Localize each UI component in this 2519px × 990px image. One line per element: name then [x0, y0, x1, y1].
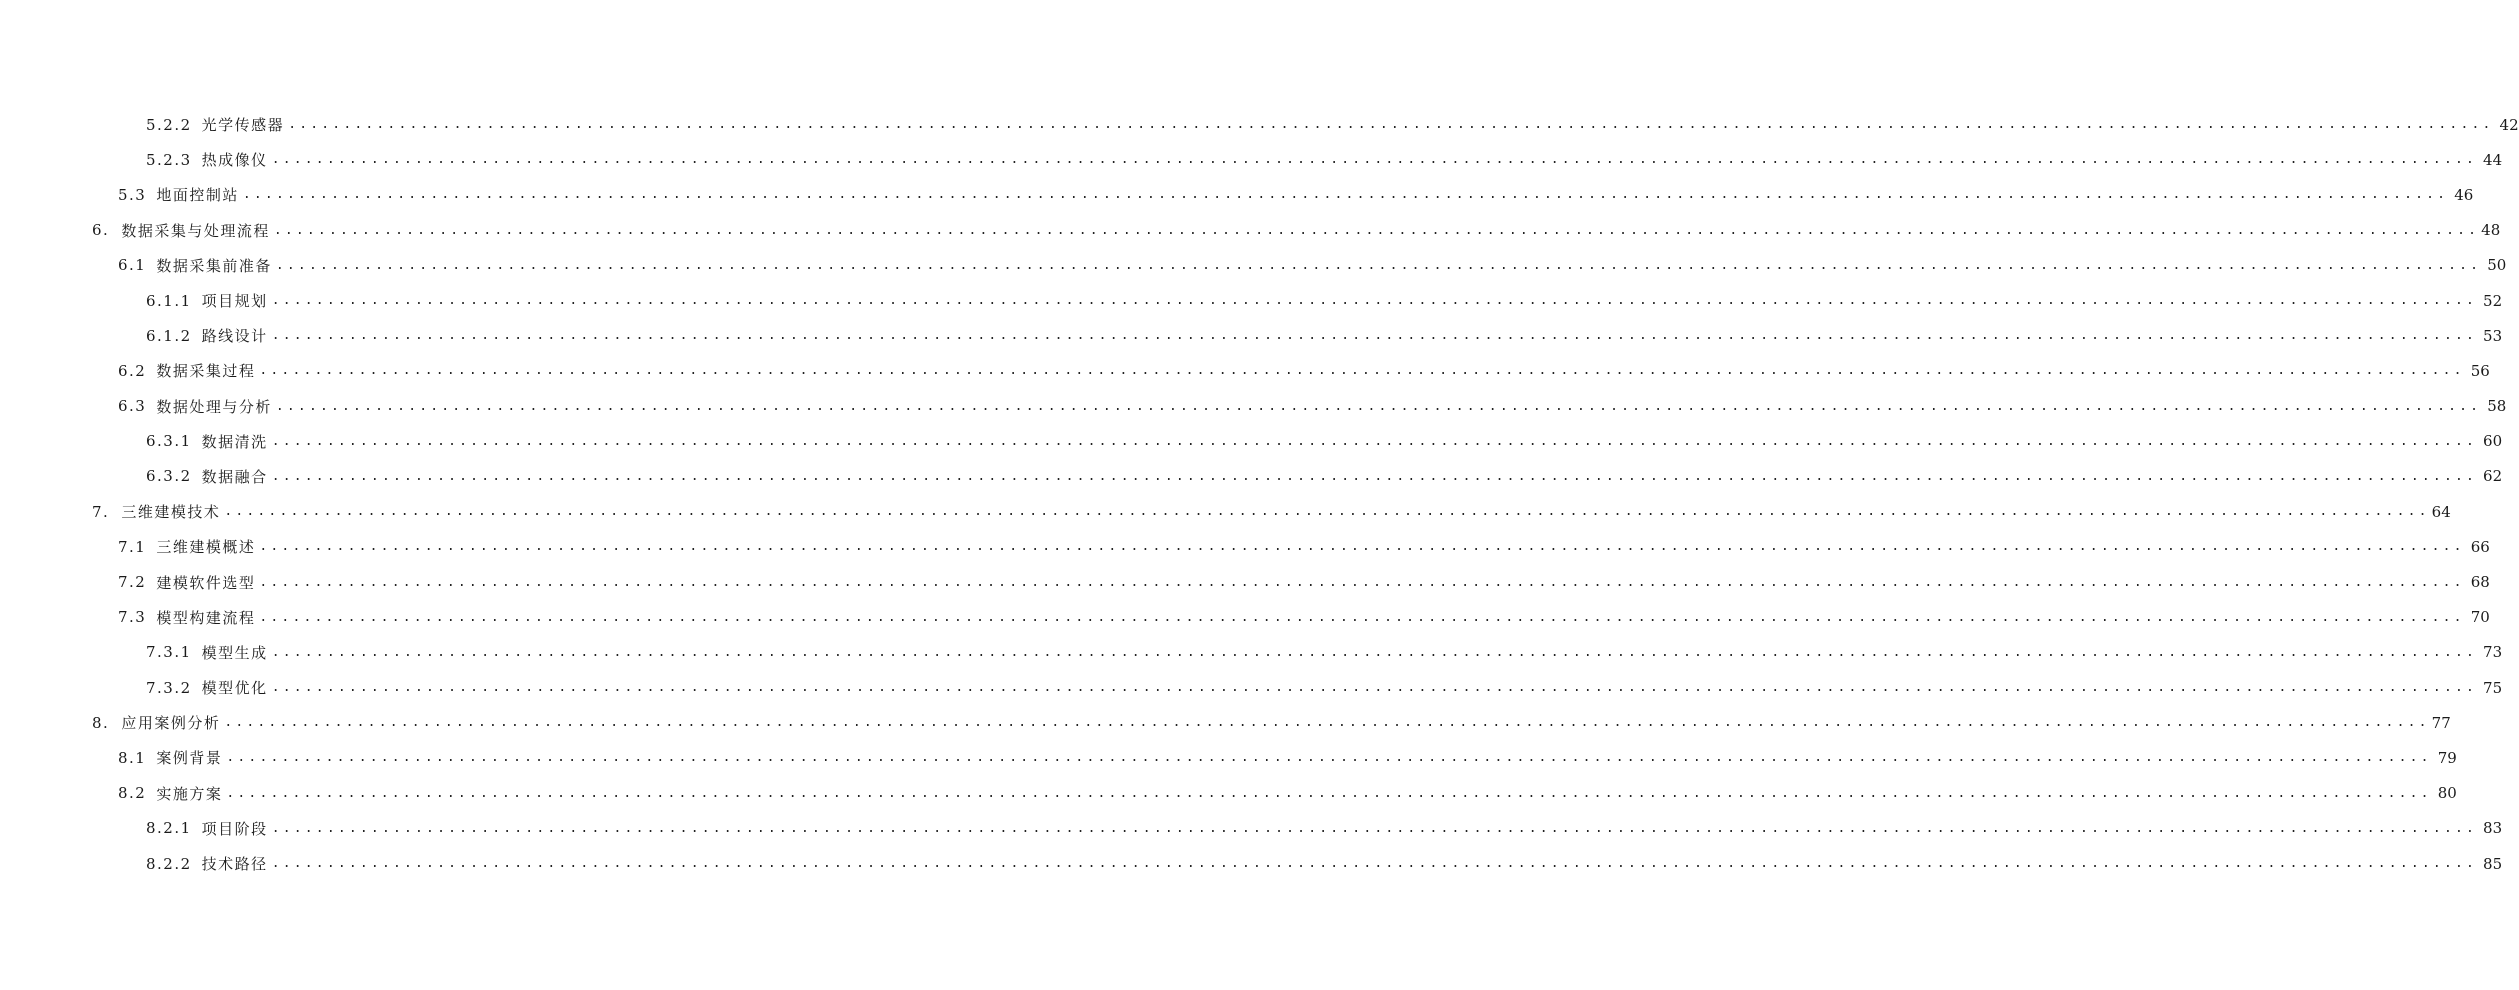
- toc-entry-number: 7.3: [118, 608, 147, 627]
- toc-entry-number: 8.2: [118, 784, 147, 803]
- toc-entry-page: 60: [2483, 432, 2503, 451]
- dot-leader: ........................................................................................................................................................................................................: [226, 750, 2432, 766]
- toc-entry-title: 数据处理与分析: [156, 397, 272, 416]
- toc-entry-page: 42: [2499, 115, 2519, 134]
- toc-entry[interactable]: [0, 459, 2503, 494]
- dot-leader: ........................................................................................................................................................................................................: [271, 328, 2478, 344]
- toc-entry-page: 75: [2483, 678, 2503, 697]
- toc-entry-page: 73: [2483, 643, 2503, 662]
- dot-leader: ........................................................................................................................................................................................................: [259, 574, 2465, 590]
- toc-entry-title: 应用案例分析: [121, 714, 221, 733]
- dot-leader: ........................................................................................................................................................................................................: [271, 468, 2478, 484]
- dot-leader: ........................................................................................................................................................................................................: [226, 785, 2432, 801]
- toc-entry-title: 模型生成: [201, 643, 268, 662]
- toc-entry-number: 8.1: [118, 748, 147, 767]
- toc-entry[interactable]: [0, 529, 2490, 564]
- toc-entry-page: 56: [2470, 361, 2490, 380]
- toc-entry-number: 6.1.2: [146, 326, 192, 345]
- toc-entry-page: 46: [2454, 185, 2474, 204]
- toc-entry[interactable]: [0, 248, 2507, 283]
- toc-entry-title: 案例背景: [156, 749, 223, 768]
- dot-leader: ........................................................................................................................................................................................................: [242, 187, 2449, 203]
- toc-entry-title: 建模软件选型: [156, 573, 256, 592]
- toc-entry-page: 70: [2470, 608, 2490, 627]
- dot-leader: ........................................................................................................................................................................................................: [271, 433, 2478, 449]
- toc-entry-number: 5.2.3: [146, 150, 192, 169]
- toc-entry-number: 8.: [92, 713, 110, 732]
- dot-leader: ........................................................................................................................................................................................................: [273, 222, 2480, 238]
- toc-entry-page: 77: [2431, 713, 2451, 732]
- toc-entry[interactable]: [0, 389, 2507, 424]
- dot-leader: ........................................................................................................................................................................................................: [271, 644, 2478, 660]
- toc-entry[interactable]: [0, 142, 2503, 177]
- toc-entry[interactable]: [0, 318, 2503, 353]
- toc-entry-page: 83: [2483, 819, 2503, 838]
- toc-entry-title: 三维建模概述: [156, 538, 256, 557]
- toc-entry-page: 50: [2487, 256, 2507, 275]
- toc-entry-number: 6.1.1: [146, 291, 192, 310]
- toc-entry[interactable]: [0, 283, 2503, 318]
- toc-entry[interactable]: [0, 811, 2503, 846]
- dot-leader: ........................................................................................................................................................................................................: [271, 680, 2478, 696]
- toc-entry-page: 85: [2483, 854, 2503, 873]
- toc-entry-number: 6.: [92, 221, 110, 240]
- toc-entry-title: 热成像仪: [201, 151, 268, 170]
- toc-entry[interactable]: [0, 846, 2503, 881]
- toc-entry-page: 64: [2431, 502, 2451, 521]
- dot-leader: ........................................................................................................................................................................................................: [271, 152, 2478, 168]
- toc-entry-page: 44: [2483, 150, 2503, 169]
- toc-entry-number: 7.2: [118, 573, 147, 592]
- toc-entry-number: 6.3.2: [146, 467, 192, 486]
- toc-entry[interactable]: [0, 635, 2503, 670]
- toc-entry-page: 53: [2483, 326, 2503, 345]
- toc-entry-title: 数据采集前准备: [156, 256, 272, 275]
- toc-entry[interactable]: [0, 740, 2457, 775]
- dot-leader: ........................................................................................................................................................................................................: [259, 609, 2465, 625]
- toc-entry[interactable]: [0, 213, 2501, 248]
- toc-entry-number: 5.3: [118, 185, 147, 204]
- toc-entry-page: 66: [2470, 537, 2490, 556]
- dot-leader: ........................................................................................................................................................................................................: [271, 293, 2478, 309]
- dot-leader: ........................................................................................................................................................................................................: [259, 363, 2465, 379]
- toc-entry-page: 62: [2483, 467, 2503, 486]
- dot-leader: ........................................................................................................................................................................................................: [275, 257, 2482, 273]
- toc-entry-number: 7.: [92, 502, 110, 521]
- dot-leader: ........................................................................................................................................................................................................: [259, 539, 2465, 555]
- toc-entry-number: 8.2.1: [146, 819, 192, 838]
- toc-entry-title: 项目阶段: [201, 819, 268, 838]
- toc-entry-number: 7.3.1: [146, 643, 192, 662]
- toc-entry-number: 6.1: [118, 256, 147, 275]
- dot-leader: ........................................................................................................................................................................................................: [224, 504, 2430, 520]
- toc-entry-number: 7.1: [118, 537, 147, 556]
- dot-leader: ........................................................................................................................................................................................................: [275, 398, 2482, 414]
- dot-leader: ........................................................................................................................................................................................................: [288, 117, 2494, 133]
- toc-entry-title: 光学传感器: [201, 116, 285, 135]
- toc-entry-title: 数据融合: [201, 467, 268, 486]
- toc-entry-title: 模型优化: [201, 679, 268, 698]
- dot-leader: ........................................................................................................................................................................................................: [271, 820, 2478, 836]
- dot-leader: ........................................................................................................................................................................................................: [271, 856, 2478, 872]
- toc-entry[interactable]: [0, 424, 2503, 459]
- toc-entry[interactable]: [0, 705, 2451, 740]
- toc-entry-title: 三维建模技术: [121, 503, 221, 522]
- toc-entry-title: 项目规划: [201, 292, 268, 311]
- toc-entry[interactable]: [0, 564, 2490, 599]
- toc-entry-title: 数据清洗: [201, 432, 268, 451]
- toc-entry-number: 5.2.2: [146, 115, 192, 134]
- toc-entry-title: 模型构建流程: [156, 608, 256, 627]
- toc-entry-title: 数据采集过程: [156, 362, 256, 381]
- toc-entry-page: 48: [2481, 221, 2501, 240]
- toc-entry-number: 6.3: [118, 397, 147, 416]
- toc-entry-page: 52: [2483, 291, 2503, 310]
- toc-entry[interactable]: [0, 670, 2503, 705]
- toc-entry[interactable]: [0, 353, 2490, 388]
- toc-entry-title: 数据采集与处理流程: [121, 221, 270, 240]
- toc-entry-title: 地面控制站: [156, 186, 239, 205]
- toc-entry-page: 80: [2437, 784, 2457, 803]
- toc-entry-title: 技术路径: [201, 855, 268, 874]
- toc-entry-number: 6.3.1: [146, 432, 192, 451]
- toc-entry-page: 58: [2487, 397, 2507, 416]
- toc-entry-title: 实施方案: [156, 784, 223, 803]
- toc-entry-page: 79: [2437, 748, 2457, 767]
- dot-leader: ........................................................................................................................................................................................................: [224, 715, 2430, 731]
- toc-entry-page: 68: [2470, 573, 2490, 592]
- toc-entry-number: 8.2.2: [146, 854, 192, 873]
- toc-entry-title: 路线设计: [201, 327, 268, 346]
- toc-entry[interactable]: [0, 107, 2519, 142]
- toc-entry[interactable]: [0, 776, 2457, 811]
- toc-entry[interactable]: [0, 177, 2474, 212]
- toc-entry-number: 6.2: [118, 361, 147, 380]
- table-of-contents: [0, 107, 2519, 881]
- toc-entry[interactable]: [0, 494, 2451, 529]
- toc-entry[interactable]: [0, 600, 2490, 635]
- toc-entry-number: 7.3.2: [146, 678, 192, 697]
